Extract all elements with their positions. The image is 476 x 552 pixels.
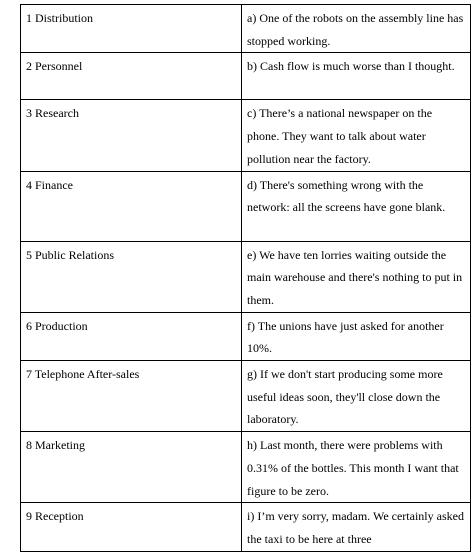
table-row [21,53,471,100]
department-cell: 4 Finance [21,171,242,241]
department-cell: 1 Distribution [21,5,242,53]
department-cell: 3 Research [21,100,242,171]
problem-cell: i) I’m very sorry, madam. We certainly asked the taxi to be here at three [242,503,471,551]
problem-cell: a) One of the robots on the assembly line has stopped working. [242,5,471,53]
matching-table [20,4,471,552]
table-row [21,241,471,312]
problem-cell: c) There’s a national newspaper on the phone. They want to talk about water pollution near the factory. [242,100,471,171]
department-cell: 8 Marketing [21,432,242,503]
department-cell: 6 Production [21,312,242,360]
table-row [21,432,471,503]
table-row [21,503,471,551]
table-row [21,312,471,360]
table-row [21,171,471,241]
table-row [21,100,471,171]
table-row [21,5,471,53]
department-cell: 7 Telephone After-sales [21,361,242,432]
table-row [21,361,471,432]
department-cell: 5 Public Relations [21,241,242,312]
department-cell: 9 Reception [21,503,242,551]
problem-cell: e) We have ten lorries waiting outside the main warehouse and there's nothing to put in them. [242,241,471,312]
problem-cell: b) Cash flow is much worse than I thought. [242,53,471,100]
problem-cell: d) There's something wrong with the network: all the screens have gone blank. [242,171,471,241]
department-cell: 2 Personnel [21,53,242,100]
problem-cell: g) If we don't start producing some more useful ideas soon, they'll close down the laboratory. [242,361,471,432]
problem-cell: h) Last month, there were problems with 0.31% of the bottles. This month I want that figure to be zero. [242,432,471,503]
problem-cell: f) The unions have just asked for another 10%. [242,312,471,360]
